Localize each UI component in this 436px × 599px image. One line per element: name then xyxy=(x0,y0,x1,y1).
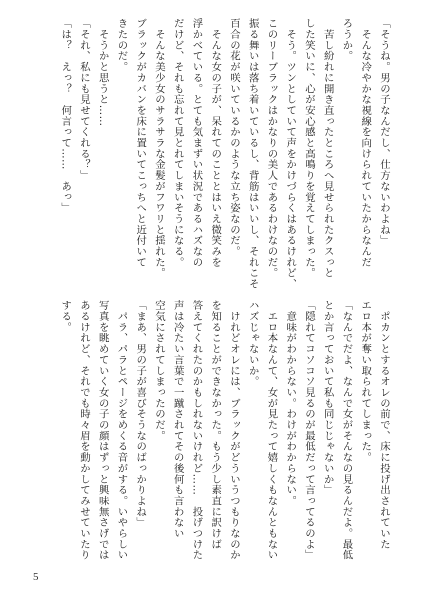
text-line: あるけれど、それでも時々眉を動かしてみせていたり xyxy=(78,300,90,561)
page-number: 5 xyxy=(33,571,39,583)
text-line: 「それ、私にも見せてくれる？」 xyxy=(78,18,90,181)
text-line: する。 xyxy=(59,300,72,333)
text-line: を知ることができなかった。もう少し素直に訳けば xyxy=(209,300,222,550)
text-line: ポカンとするオレの前で、床に投げ出されていた xyxy=(378,300,390,550)
text-line: だけど、それも忘れて見とれてしまいそうになる。 xyxy=(171,18,184,268)
text-line: ブラックがカバンを床に置いてこっちへと近付いて xyxy=(134,18,147,268)
text-line: 写真を眺めていく女の子の顔はずっと興味無さげでは xyxy=(96,300,109,561)
text-line: ろうか。 xyxy=(340,18,353,62)
text-line: 浮かべている。とても気まずい状況であるハズなの xyxy=(190,18,203,268)
text-line: エロ本が奪い取られてしまった。 xyxy=(359,300,372,463)
text-line: そんな美少女のサラサラな金髪がフワリと揺れた。 xyxy=(153,18,165,279)
text-line: 声は冷たい言葉で一蹴されてその後何も言わない xyxy=(171,300,184,539)
text-line: パラ、パラとページをめくる音がする。いやらしい xyxy=(115,300,128,561)
text-block-upper xyxy=(55,18,393,290)
text-line: とか言っておいて私も同じじゃないか」 xyxy=(321,300,334,496)
text-line: そんな冷やかな視線を向けられていたからなんだ xyxy=(359,18,372,268)
text-line: そう。ツンとしていて声をかけづらくはあるけれど、 xyxy=(284,18,297,290)
text-line: 百合の花が咲いているかのような立ち姿なのだ。 xyxy=(228,18,240,257)
text-line: 「まあ、男の子が喜びそうなのばっかりよね」 xyxy=(134,300,147,528)
text-line: 「そうね。男の子なんだし、仕方ないわよね」 xyxy=(378,18,390,246)
text-line: 「は？ えっ？ 何言って…… あっ」 xyxy=(59,18,72,214)
text-line: 「隠れてコソコソ見るのが最低だって言ってるのよ」 xyxy=(303,300,315,561)
text-line: きたのだ。 xyxy=(115,18,128,73)
text-line: けれどオレには、ブラックがどういうつもりなのか xyxy=(228,300,240,561)
text-line: 苦し紛れに開き直ったところへ見せられたクスっと xyxy=(321,18,334,279)
text-line: 空気にされてしまったのだ。 xyxy=(153,300,165,442)
text-line: した笑いに、心が安心感と高鳴りを覚えてしまった。 xyxy=(303,18,315,279)
text-line: 振る舞いは落ち着いているし、背筋はいいし、それこそ xyxy=(246,18,259,290)
text-line: エロ本なんて、女が見たって嬉しくもなんともない xyxy=(265,300,278,561)
text-line: そうかと思うと…… xyxy=(96,18,109,127)
text-line: このリーブラックはかなりの美人であるわけなのだ。 xyxy=(265,18,278,279)
text-line: 答えてくれたのかもしれないけれど…… 投げつけた xyxy=(190,300,203,561)
text-block-lower xyxy=(55,300,393,562)
text-line: そんな女の子が、呆れてのこととはいえ微笑みを xyxy=(209,18,222,268)
text-line: ハズじゃないか。 xyxy=(246,300,259,387)
text-line: 意味がわからない。わけがわからない。 xyxy=(284,300,297,507)
text-line: 「なんでだよ、なんで女がそんなの見るんだよ。最低 xyxy=(340,300,353,561)
